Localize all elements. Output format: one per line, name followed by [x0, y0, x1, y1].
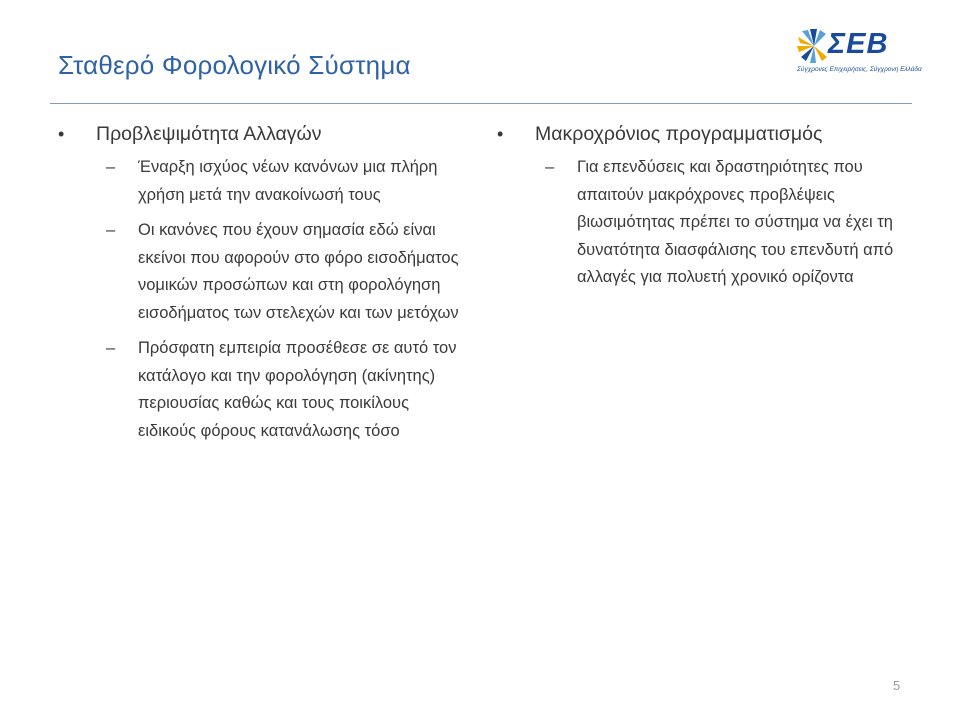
bullet-icon: • — [58, 124, 65, 144]
dash-icon: – — [106, 221, 116, 239]
page-number: 5 — [893, 678, 901, 693]
sub-item-text: Για επενδύσεις και δραστηριότητες που απαιτούν μακρόχρονες προβλέψεις βιωσιμότητας πρέπει το σύστημα να έχει τη δυνατότητα διασφάλισης του επενδυτή από αλλαγές για πολυετή χρονικό ορίζοντα — [577, 158, 894, 286]
right-column — [497, 120, 917, 292]
sub-item — [58, 335, 468, 445]
dash-icon: – — [545, 158, 555, 176]
dash-icon: – — [106, 158, 116, 176]
logo-mark-icon — [796, 27, 832, 65]
bullet-item — [58, 120, 468, 148]
sub-item-text: Πρόσφατη εμπειρία προσέθεσε σε αυτό τον κατάλογο και την φορολόγηση (ακίνητης) περιουσίας καθώς και τους ποικίλους ειδικούς φόρους κατανάλωσης τόσο — [138, 339, 457, 440]
title-divider — [50, 103, 912, 104]
sub-item — [58, 154, 468, 209]
seb-logo — [796, 27, 926, 79]
sub-item-text: Οι κανόνες που έχουν σημασία εδώ είναι εκείνοι που αφορούν στο φόρο εισοδήματος νομικών προσώπων και στη φορολόγηση εισοδήματος των στελεχών και των μετόχων — [138, 221, 459, 322]
bullet-icon: • — [497, 124, 504, 144]
dash-icon: – — [106, 339, 116, 357]
sub-item — [497, 154, 917, 292]
bullet-text: Προβλεψιμότητα Αλλαγών — [96, 123, 322, 145]
logo-text: ΣΕΒ — [828, 28, 889, 60]
bullet-item — [497, 120, 917, 148]
sub-item-text: Έναρξη ισχύος νέων κανόνων μια πλήρη χρήση μετά την ανακοίνωσή τους — [138, 158, 438, 204]
bullet-text: Μακροχρόνιος προγραμματισμός — [535, 123, 823, 145]
logo-tagline: Σύγχρονες Επιχειρήσεις, Σύγχρονη Ελλάδα — [797, 66, 922, 73]
slide-title: Σταθερό Φορολογικό Σύστημα — [58, 50, 411, 80]
sub-item — [58, 217, 468, 327]
left-column — [58, 120, 468, 445]
